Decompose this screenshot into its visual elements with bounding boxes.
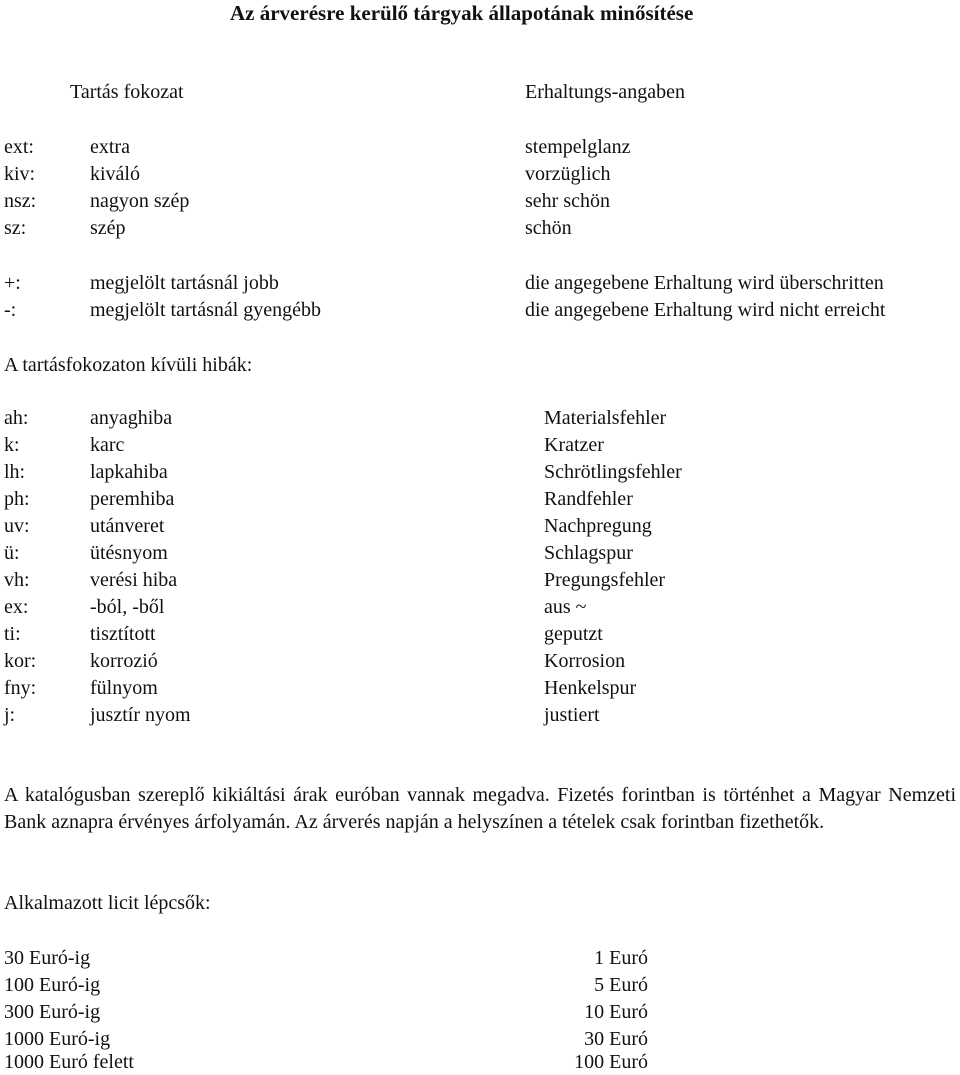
defect-de: Schlagspur xyxy=(544,542,633,564)
defect-abbr: fny: xyxy=(4,677,37,699)
defect-de: Nachpregung xyxy=(544,515,652,537)
defect-hu: ütésnyom xyxy=(90,542,168,564)
defects-heading: A tartásfokozaton kívüli hibák: xyxy=(4,354,253,376)
grade-de: vorzüglich xyxy=(525,163,611,185)
defect-hu: lapkahiba xyxy=(90,461,168,483)
bid-step: 1 Euró xyxy=(594,947,648,969)
defect-hu: peremhiba xyxy=(90,488,175,510)
payment-paragraph: A katalógusban szereplő kikiáltási árak euróban vannak megadva. Fizetés forintban is történhet a Magyar Nemzeti Bank aznapra érvényes árfolyamán. Az árverés napján a helyszínen a tételek csak forintban fizethetők. xyxy=(4,784,956,833)
grade-abbr: sz: xyxy=(4,217,27,239)
defect-hu: -ból, -ből xyxy=(90,596,165,618)
page-title: Az árverésre kerülő tárgyak állapotának minősítése xyxy=(230,1,694,25)
defect-abbr: uv: xyxy=(4,515,30,537)
bid-range: 1000 Euró felett xyxy=(4,1051,134,1073)
defect-abbr: ti: xyxy=(4,623,21,645)
grade-de: stempelglanz xyxy=(525,136,631,158)
modifier-abbr: +: xyxy=(4,272,21,294)
defect-de: Pregungsfehler xyxy=(544,569,666,591)
defect-de: Henkelspur xyxy=(544,677,637,699)
defect-abbr: ü: xyxy=(4,542,20,564)
grade-de: sehr schön xyxy=(525,190,610,212)
grade-hu: extra xyxy=(90,136,130,158)
grade-hu: kiváló xyxy=(90,163,140,185)
defect-hu: tisztított xyxy=(90,623,156,645)
modifier-de: die angegebene Erhaltung wird nicht erreicht xyxy=(525,299,886,321)
defect-de: Kratzer xyxy=(544,434,604,456)
defect-abbr: k: xyxy=(4,434,20,456)
header-right: Erhaltungs-angaben xyxy=(525,81,685,103)
bid-heading: Alkalmazott licit lépcsők: xyxy=(4,892,211,914)
defect-abbr: kor: xyxy=(4,650,37,672)
defect-abbr: ph: xyxy=(4,488,30,510)
bid-range: 300 Euró-ig xyxy=(4,1001,101,1023)
bid-range: 1000 Euró-ig xyxy=(4,1028,111,1050)
defect-hu: korrozió xyxy=(90,650,158,672)
defect-de: Randfehler xyxy=(544,488,633,510)
bid-step: 5 Euró xyxy=(594,974,648,996)
modifier-abbr: -: xyxy=(4,299,17,321)
defect-hu: utánveret xyxy=(90,515,165,537)
bid-range: 100 Euró-ig xyxy=(4,974,101,996)
defect-de: Schrötlingsfehler xyxy=(544,461,682,483)
grade-abbr: ext: xyxy=(4,136,34,158)
bid-range: 30 Euró-ig xyxy=(4,947,91,969)
header-left: Tartás fokozat xyxy=(70,81,184,103)
grade-de: schön xyxy=(525,217,572,239)
defect-de: Korrosion xyxy=(544,650,626,672)
defect-hu: anyaghiba xyxy=(90,407,173,429)
grade-hu: nagyon szép xyxy=(90,190,190,212)
defect-hu: karc xyxy=(90,434,125,456)
modifier-hu: megjelölt tartásnál gyengébb xyxy=(90,299,322,321)
defect-abbr: vh: xyxy=(4,569,30,591)
bid-step: 100 Euró xyxy=(574,1051,648,1073)
defect-hu: jusztír nyom xyxy=(90,704,191,726)
defect-de: Materialsfehler xyxy=(544,407,667,429)
bid-step: 30 Euró xyxy=(584,1028,648,1050)
defect-abbr: ah: xyxy=(4,407,29,429)
modifier-hu: megjelölt tartásnál jobb xyxy=(90,272,279,294)
defect-abbr: lh: xyxy=(4,461,26,483)
defect-de: justiert xyxy=(544,704,600,726)
defect-de: aus ~ xyxy=(544,596,587,618)
grade-hu: szép xyxy=(90,217,126,239)
grade-abbr: nsz: xyxy=(4,190,37,212)
defect-hu: fülnyom xyxy=(90,677,158,699)
grade-abbr: kiv: xyxy=(4,163,36,185)
modifier-de: die angegebene Erhaltung wird überschritten xyxy=(525,272,884,294)
defect-abbr: ex: xyxy=(4,596,29,618)
defect-hu: verési hiba xyxy=(90,569,178,591)
defect-abbr: j: xyxy=(4,704,16,726)
defect-de: geputzt xyxy=(544,623,603,645)
bid-step: 10 Euró xyxy=(584,1001,648,1023)
